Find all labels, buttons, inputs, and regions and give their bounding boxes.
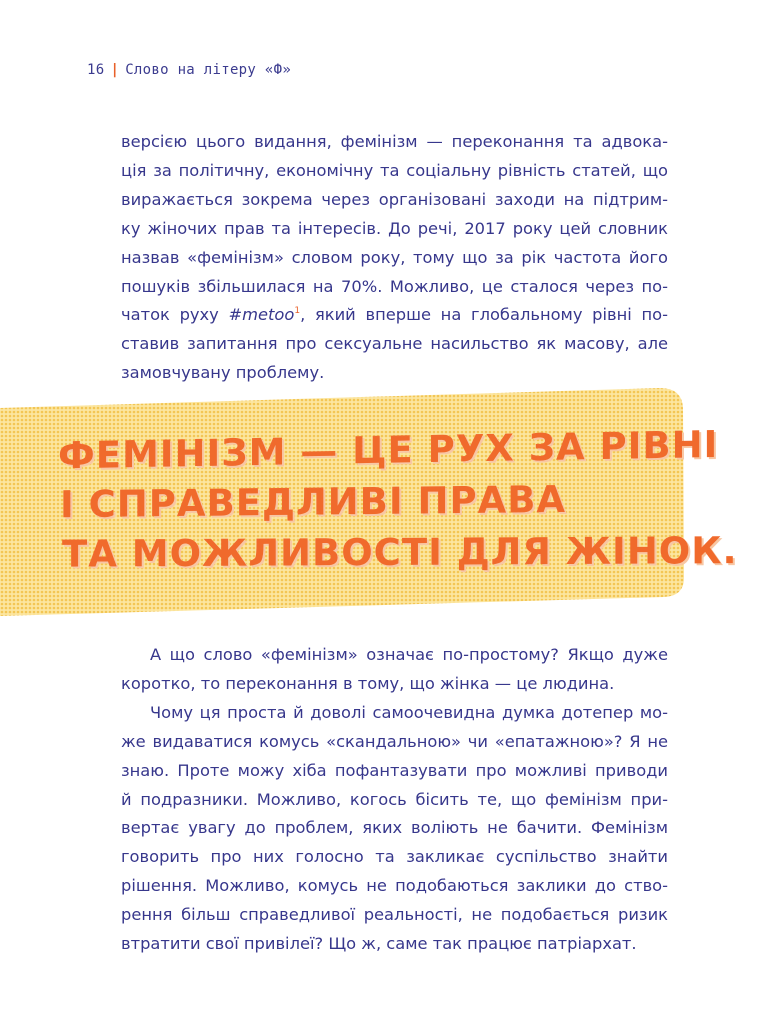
pull-quote-line: І СПРАВЕДЛИВІ ПРАВА — [60, 477, 567, 527]
text-line: коротко, то переконання в тому, що жінка — це людина. — [121, 673, 615, 693]
text-line: ку жіночих прав та інтересів. До речі, 2017 року цей словник — [121, 218, 668, 238]
text-line: ставив запитання про сексуальне насильство як масову, але — [121, 334, 668, 354]
text-line: рення більш справедливої реальності, не подобається ризик — [121, 905, 668, 925]
paragraph-2-3 — [121, 641, 668, 959]
metoo-hashtag: #metoo — [228, 305, 295, 325]
text-line: ція за політичну, економічну та соціальну рівність статей, що — [121, 160, 668, 180]
text-line: втратити свої привілеї? Що ж, саме так працює патріархат. — [121, 934, 637, 954]
text-segment: , який вперше на глобальному рівні по- — [300, 305, 668, 325]
running-head-separator: | — [110, 62, 120, 78]
text-line: рішення. Можливо, комусь не подобаються заклики до ство- — [121, 876, 668, 896]
text-line: А що слово «фемінізм» означає по-простому? Якщо дуже — [150, 645, 668, 664]
text-line: виражається зокрема через організовані заходи на підтрим- — [121, 189, 668, 209]
running-head — [87, 62, 291, 78]
pull-quote-line: ТА МОЖЛИВОСТІ ДЛЯ ЖІНОК. — [62, 529, 738, 576]
text-segment: чаток руху — [121, 305, 229, 325]
text-line: пошуків збільшилася на 70%. Можливо, це сталося через по- — [121, 276, 668, 296]
text-line — [121, 301, 668, 330]
footnote-marker[interactable]: 1 — [294, 306, 301, 317]
pull-quote-line: ФЕМІНІЗМ — ЦЕ РУХ ЗА РІВНІ — [58, 422, 719, 478]
text-line: Чому ця проста й доволі самоочевидна думка дотепер мо- — [150, 702, 668, 722]
text-line: же видаватися комусь «скандальною» чи «епатажною»? Я не — [121, 731, 668, 751]
paragraph-1 — [121, 128, 668, 388]
text-line: назвав «фемінізм» словом року, тому що за рік частота його — [121, 247, 668, 267]
text-line: говорить про них голосно та закликає суспільство знайти — [121, 847, 668, 867]
chapter-title: Слово на літеру «Ф» — [125, 62, 292, 78]
pull-quote — [58, 422, 738, 578]
text-line: вертає увагу до проблем, яких воліють не бачити. Фемінізм — [121, 818, 668, 838]
text-line: версією цього видання, фемінізм — переконання та адвока- — [121, 132, 668, 151]
text-line: замовчувану проблему. — [121, 363, 325, 383]
page-number: 16 — [87, 62, 105, 78]
text-line: й подразники. Можливо, когось бісить те, що фемінізм при- — [121, 789, 668, 809]
text-line: знаю. Проте можу хіба пофантазувати про можливі приводи — [121, 760, 668, 780]
